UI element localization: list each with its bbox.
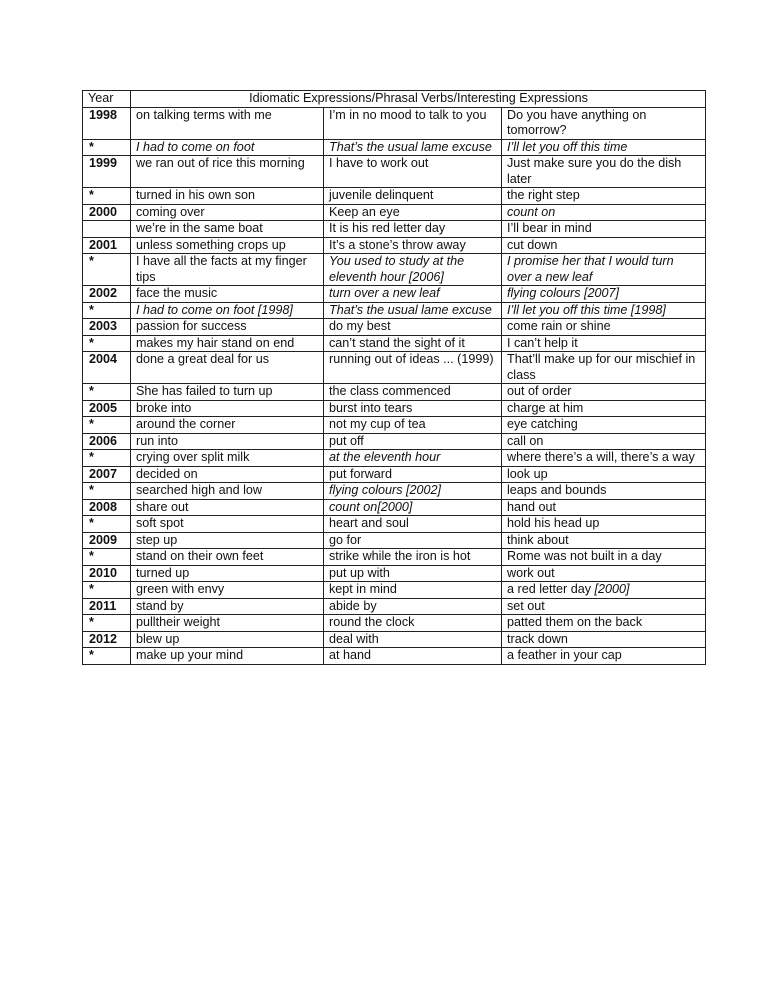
expression-cell: at hand [324,648,502,665]
table-row [83,302,706,319]
expression-cell: stand by [131,598,324,615]
year-cell: 2001 [83,237,131,254]
expression-cell: kept in mind [324,582,502,599]
expression-cell: I’ll bear in mind [502,221,706,238]
year-cell: 2010 [83,565,131,582]
header-year: Year [83,91,131,108]
expression-cell: call on [502,433,706,450]
expression-cell: I had to come on foot [131,139,324,156]
expression-cell: make up your mind [131,648,324,665]
expression-cell: Keep an eye [324,204,502,221]
expression-cell: turned in his own son [131,188,324,205]
expression-cell: pulltheir weight [131,615,324,632]
expression-cell [502,582,706,599]
expression-cell: we ran out of rice this morning [131,156,324,188]
table-row [83,598,706,615]
table-row [83,516,706,533]
expression-cell: burst into tears [324,400,502,417]
table-row [83,254,706,286]
year-cell: * [83,549,131,566]
header-title: Idiomatic Expressions/Phrasal Verbs/Interesting Expressions [131,91,706,108]
expression-cell: strike while the iron is hot [324,549,502,566]
expression-cell: I’ll let you off this time [1998] [502,302,706,319]
expression-cell: hold his head up [502,516,706,533]
expression-cell: out of order [502,384,706,401]
table-row [83,450,706,467]
table-row [83,139,706,156]
expression-cell: done a great deal for us [131,352,324,384]
table-row [83,582,706,599]
expression-cell: Just make sure you do the dish later [502,156,706,188]
expression-cell: at the eleventh hour [324,450,502,467]
table-row [83,237,706,254]
expression-cell: That’ll make up for our mischief in class [502,352,706,384]
expression-cell: It is his red letter day [324,221,502,238]
expression-cell: step up [131,532,324,549]
expression-cell: face the music [131,286,324,303]
expression-cell: a feather in your cap [502,648,706,665]
year-cell: * [83,648,131,665]
expression-cell: where there’s a will, there’s a way [502,450,706,467]
expression-cell: share out [131,499,324,516]
expression-cell: eye catching [502,417,706,434]
table-row [83,352,706,384]
table-row [83,204,706,221]
year-cell: * [83,483,131,500]
expression-cell: crying over split milk [131,450,324,467]
expression-cell: running out of ideas ... (1999) [324,352,502,384]
header-row [83,91,706,108]
expression-cell: passion for success [131,319,324,336]
expression-cell: on talking terms with me [131,107,324,139]
expression-cell: Do you have anything on tomorrow? [502,107,706,139]
expression-cell: blew up [131,631,324,648]
expression-cell: juvenile delinquent [324,188,502,205]
year-cell: 1999 [83,156,131,188]
table-row [83,631,706,648]
year-cell: 2000 [83,204,131,221]
expression-cell: makes my hair stand on end [131,335,324,352]
expression-cell: unless something crops up [131,237,324,254]
expression-cell: I had to come on foot [1998] [131,302,324,319]
expression-cell: decided on [131,466,324,483]
expression-cell: patted them on the back [502,615,706,632]
expression-cell: come rain or shine [502,319,706,336]
year-cell: * [83,188,131,205]
table-row [83,466,706,483]
table-row [83,188,706,205]
expression-cell: do my best [324,319,502,336]
expression-cell: count on [502,204,706,221]
year-reference: [2000] [594,582,630,596]
expression-cell: That’s the usual lame excuse [324,139,502,156]
expression-cell: I promise her that I would turn over a new leaf [502,254,706,286]
table-row [83,565,706,582]
expression-cell: soft spot [131,516,324,533]
table-row [83,156,706,188]
expression-cell: count on[2000] [324,499,502,516]
expression-cell: leaps and bounds [502,483,706,500]
expression-cell: You used to study at the eleventh hour [2006] [324,254,502,286]
year-cell: * [83,335,131,352]
expression-cell: we’re in the same boat [131,221,324,238]
expression-cell: set out [502,598,706,615]
year-cell: * [83,384,131,401]
expression-cell: stand on their own feet [131,549,324,566]
year-cell: 2011 [83,598,131,615]
table-row [83,532,706,549]
expression-cell: I’m in no mood to talk to you [324,107,502,139]
year-cell: 2002 [83,286,131,303]
expression-text: a red letter day [507,582,595,596]
expression-cell: I’ll let you off this time [502,139,706,156]
table-row [83,319,706,336]
expression-cell: work out [502,565,706,582]
expression-cell: That’s the usual lame excuse [324,302,502,319]
expression-cell: think about [502,532,706,549]
expression-cell: flying colours [2002] [324,483,502,500]
year-cell: * [83,417,131,434]
expression-cell: hand out [502,499,706,516]
expression-cell: coming over [131,204,324,221]
expression-cell: She has failed to turn up [131,384,324,401]
expression-cell: run into [131,433,324,450]
table-row [83,107,706,139]
year-cell: * [83,582,131,599]
table-row [83,286,706,303]
expression-cell: broke into [131,400,324,417]
expression-cell: abide by [324,598,502,615]
year-cell: * [83,615,131,632]
expression-cell: go for [324,532,502,549]
year-cell: 2008 [83,499,131,516]
year-cell: 2012 [83,631,131,648]
expression-cell: deal with [324,631,502,648]
table-row [83,433,706,450]
expression-cell: flying colours [2007] [502,286,706,303]
expression-cell: not my cup of tea [324,417,502,434]
year-cell: 2004 [83,352,131,384]
table-row [83,221,706,238]
idiom-table [82,90,706,665]
expression-cell: Rome was not built in a day [502,549,706,566]
expression-cell: searched high and low [131,483,324,500]
year-cell: * [83,139,131,156]
expression-cell: put forward [324,466,502,483]
expression-cell: look up [502,466,706,483]
expression-cell: turned up [131,565,324,582]
expression-cell: put up with [324,565,502,582]
expression-cell: put off [324,433,502,450]
year-cell: * [83,254,131,286]
year-cell: 1998 [83,107,131,139]
expression-cell: green with envy [131,582,324,599]
expression-cell: heart and soul [324,516,502,533]
expression-cell: can’t stand the sight of it [324,335,502,352]
expression-cell: around the corner [131,417,324,434]
expression-cell: the class commenced [324,384,502,401]
expression-cell: I have to work out [324,156,502,188]
table-row [83,417,706,434]
expression-cell: It’s a stone’s throw away [324,237,502,254]
year-cell: * [83,516,131,533]
table-row [83,335,706,352]
expression-cell: cut down [502,237,706,254]
year-cell: * [83,450,131,467]
table-body [83,107,706,664]
table-row [83,384,706,401]
year-cell: * [83,302,131,319]
expression-cell: round the clock [324,615,502,632]
table-row [83,615,706,632]
table-row [83,648,706,665]
table-row [83,483,706,500]
year-cell: 2006 [83,433,131,450]
year-cell: 2007 [83,466,131,483]
expression-cell: track down [502,631,706,648]
year-cell: 2009 [83,532,131,549]
year-cell: 2003 [83,319,131,336]
table-row [83,499,706,516]
table-row [83,400,706,417]
table-row [83,549,706,566]
expression-cell: the right step [502,188,706,205]
year-cell [83,221,131,238]
expression-cell: turn over a new leaf [324,286,502,303]
expression-cell: I can’t help it [502,335,706,352]
expression-cell: I have all the facts at my finger tips [131,254,324,286]
year-cell: 2005 [83,400,131,417]
expression-cell: charge at him [502,400,706,417]
